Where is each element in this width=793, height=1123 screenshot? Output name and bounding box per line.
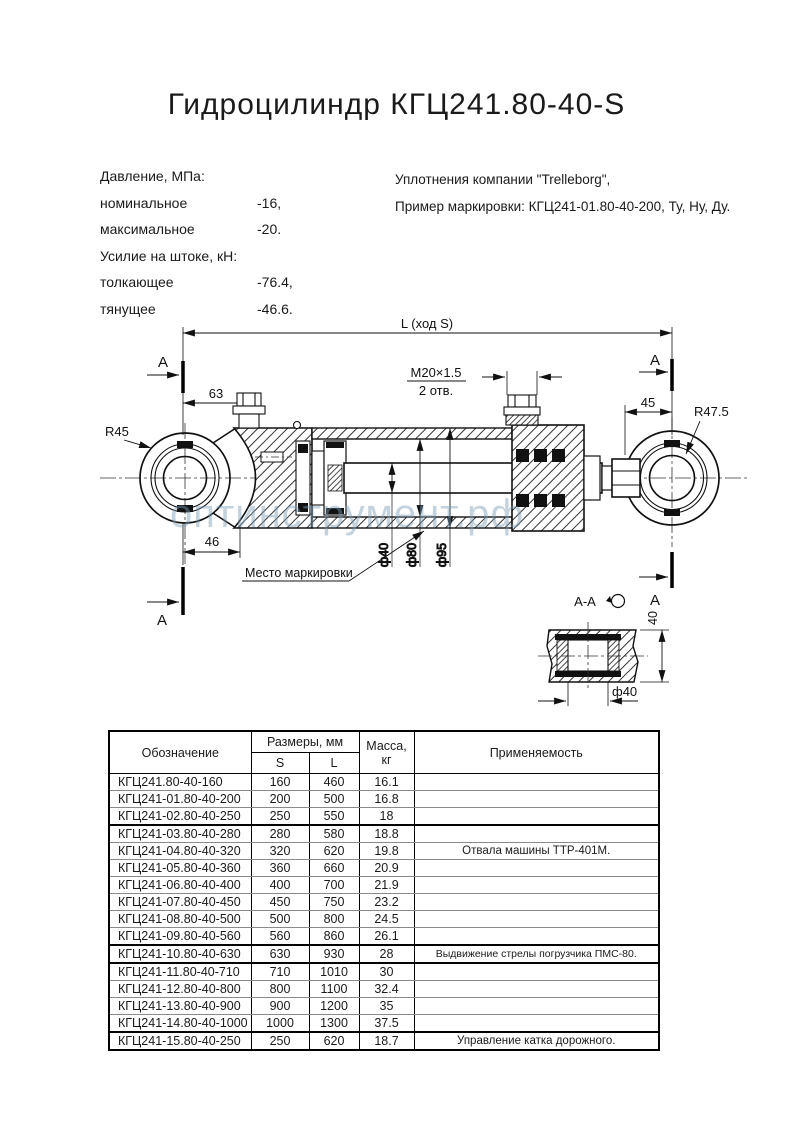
cell-designation: КГЦ241-08.80-40-500 — [109, 911, 251, 928]
spec-pressure-header: Давление, МПа: — [100, 168, 205, 185]
spec-block — [100, 163, 400, 322]
cell-usage — [414, 998, 659, 1015]
cell-length-l: 1100 — [309, 981, 359, 998]
cell-usage — [414, 860, 659, 877]
cell-designation: КГЦ241-05.80-40-360 — [109, 860, 251, 877]
size-table-body — [109, 774, 659, 1051]
table-row — [109, 808, 659, 826]
cell-length-l: 1200 — [309, 998, 359, 1015]
cell-stroke-s: 160 — [251, 774, 309, 791]
cell-stroke-s: 250 — [251, 1032, 309, 1050]
cell-length-l: 500 — [309, 791, 359, 808]
technical-drawing — [0, 315, 793, 735]
size-table — [108, 730, 660, 1051]
col-dimensions: Размеры, мм — [251, 731, 359, 753]
table-row — [109, 981, 659, 998]
cell-stroke-s: 900 — [251, 998, 309, 1015]
cell-usage — [414, 894, 659, 911]
thread-holes-label: 2 отв. — [418, 383, 454, 398]
cell-usage — [414, 981, 659, 998]
dim-45-label: 45 — [640, 395, 656, 410]
cell-mass: 35 — [359, 998, 414, 1015]
spec-label: максимальное — [100, 221, 195, 238]
spec-label: тянущее — [100, 300, 156, 317]
spec-label: толкающее — [100, 274, 174, 291]
spec-value: -16, — [257, 194, 282, 211]
cell-mass: 32.4 — [359, 981, 414, 998]
cell-length-l: 700 — [309, 877, 359, 894]
port-fitting-left — [233, 393, 265, 428]
cell-stroke-s: 630 — [251, 945, 309, 963]
cell-designation: КГЦ241-15.80-40-250 — [109, 1032, 251, 1050]
cell-stroke-s: 710 — [251, 963, 309, 981]
spec-value: -46.6. — [257, 300, 293, 317]
cell-length-l: 1300 — [309, 1015, 359, 1033]
cell-stroke-s: 320 — [251, 843, 309, 860]
cell-length-l: 620 — [309, 1032, 359, 1050]
table-row — [109, 877, 659, 894]
cell-stroke-s: 400 — [251, 877, 309, 894]
cell-length-l: 930 — [309, 945, 359, 963]
table-row — [109, 928, 659, 946]
section-letter: A — [157, 354, 169, 371]
cell-mass: 18.8 — [359, 825, 414, 843]
note-seals: Уплотнения компании "Trelleborg", — [395, 172, 611, 187]
gland — [512, 425, 600, 531]
col-usage: Применяемость — [414, 731, 659, 774]
table-row — [109, 894, 659, 911]
cell-mass: 30 — [359, 963, 414, 981]
section-letter: A — [649, 592, 661, 609]
table-row — [109, 1015, 659, 1033]
section-marker-a-bottom-right — [639, 552, 672, 609]
cell-stroke-s: 250 — [251, 808, 309, 826]
cell-designation: КГЦ241-11.80-40-710 — [109, 963, 251, 981]
cell-mass: 28 — [359, 945, 414, 963]
cell-usage — [414, 774, 659, 791]
cell-designation: КГЦ241-07.80-40-450 — [109, 894, 251, 911]
cell-designation: КГЦ241-02.80-40-250 — [109, 808, 251, 826]
r475-label: R47.5 — [694, 404, 729, 419]
cell-stroke-s: 360 — [251, 860, 309, 877]
cell-designation: КГЦ241-04.80-40-320 — [109, 843, 251, 860]
cell-usage — [414, 928, 659, 946]
table-row — [109, 945, 659, 963]
diameter-dimensions — [377, 428, 450, 567]
spec-row — [100, 190, 400, 217]
cell-usage: Отвала машины ТТР-401М. — [414, 843, 659, 860]
spec-force-header: Усилие на штоке, кН: — [100, 247, 238, 264]
section-marker-a-bottom-left — [147, 567, 183, 629]
cell-mass: 26.1 — [359, 928, 414, 946]
spec-row — [100, 216, 400, 243]
piston — [312, 441, 346, 515]
section-dim-height: 40 — [646, 611, 660, 625]
cell-mass: 16.1 — [359, 774, 414, 791]
section-letter: A — [649, 352, 661, 369]
cell-length-l: 1010 — [309, 963, 359, 981]
cell-usage — [414, 825, 659, 843]
cell-usage: Выдвижение стрелы погрузчика ПМС-80. — [414, 945, 659, 963]
col-mass: Масса, кг — [359, 731, 414, 774]
cell-mass: 16.8 — [359, 791, 414, 808]
cell-usage — [414, 808, 659, 826]
cell-designation: КГЦ241-01.80-40-200 — [109, 791, 251, 808]
dim-63-label: 63 — [208, 386, 224, 401]
rotation-icon — [606, 595, 625, 608]
port-fitting-right — [504, 395, 540, 425]
table-row — [109, 825, 659, 843]
table-row — [109, 998, 659, 1015]
radius-left-label — [105, 424, 151, 448]
cell-mass: 23.2 — [359, 894, 414, 911]
cell-mass: 20.9 — [359, 860, 414, 877]
spec-row — [100, 269, 400, 296]
spec-value: -76.4, — [257, 274, 293, 291]
cell-stroke-s: 500 — [251, 911, 309, 928]
cell-mass: 19.8 — [359, 843, 414, 860]
cell-designation: КГЦ241-12.80-40-800 — [109, 981, 251, 998]
cell-designation: КГЦ241-10.80-40-630 — [109, 945, 251, 963]
dia-bore-label: ф80 — [405, 542, 419, 568]
cell-mass: 18.7 — [359, 1032, 414, 1050]
dimension-46 — [183, 523, 240, 565]
watermark: оптинструмент.рф — [170, 492, 525, 536]
marking-label: Место маркировки — [245, 566, 353, 580]
dia-rod-label: ф40 — [377, 542, 391, 568]
cell-stroke-s: 800 — [251, 981, 309, 998]
cell-mass: 21.9 — [359, 877, 414, 894]
table-row — [109, 843, 659, 860]
cell-usage — [414, 877, 659, 894]
cell-stroke-s: 200 — [251, 791, 309, 808]
cell-length-l: 860 — [309, 928, 359, 946]
table-row — [109, 791, 659, 808]
cell-designation: КГЦ241-09.80-40-560 — [109, 928, 251, 946]
table-row — [109, 911, 659, 928]
cell-mass: 37.5 — [359, 1015, 414, 1033]
col-s: S — [251, 753, 309, 774]
thread-callout — [407, 365, 562, 398]
page-title: Гидроцилиндр КГЦ241.80-40-S — [167, 88, 626, 121]
notes-block — [395, 166, 765, 220]
section-marker-a-top-right — [639, 352, 672, 391]
cell-mass: 24.5 — [359, 911, 414, 928]
thread-label: M20×1.5 — [410, 365, 462, 380]
cell-stroke-s: 280 — [251, 825, 309, 843]
r45-label: R45 — [105, 424, 129, 439]
section-dim-diameter: ф40 — [612, 684, 638, 699]
cell-mass: 18 — [359, 808, 414, 826]
cell-designation: КГЦ241-06.80-40-400 — [109, 877, 251, 894]
cell-length-l: 660 — [309, 860, 359, 877]
table-row — [109, 963, 659, 981]
size-table-header — [109, 731, 659, 774]
col-l: L — [309, 753, 359, 774]
dim-46-label: 46 — [204, 534, 220, 549]
table-row — [109, 774, 659, 791]
cell-length-l: 580 — [309, 825, 359, 843]
cell-designation: КГЦ241.80-40-160 — [109, 774, 251, 791]
table-row — [109, 1032, 659, 1050]
note-marking-example: Пример маркировки: КГЦ241-01.80-40-200, Ту, Ну, Ду. — [395, 199, 731, 214]
cell-length-l: 800 — [309, 911, 359, 928]
spec-label: номинальное — [100, 194, 188, 211]
marking-callout — [242, 531, 424, 581]
cell-usage — [414, 911, 659, 928]
section-letter: A — [156, 612, 168, 629]
cell-stroke-s: 1000 — [251, 1015, 309, 1033]
cell-length-l: 550 — [309, 808, 359, 826]
cell-usage: Управление катка дорожного. — [414, 1032, 659, 1050]
cell-designation: КГЦ241-14.80-40-1000 — [109, 1015, 251, 1033]
cell-designation: КГЦ241-03.80-40-280 — [109, 825, 251, 843]
section-marker-a-top-left — [147, 354, 183, 393]
cell-stroke-s: 560 — [251, 928, 309, 946]
cell-stroke-s: 450 — [251, 894, 309, 911]
spec-value: -20. — [257, 221, 282, 238]
cell-usage — [414, 1015, 659, 1033]
cell-usage — [414, 791, 659, 808]
cell-length-l: 620 — [309, 843, 359, 860]
cell-usage — [414, 963, 659, 981]
cell-length-l: 750 — [309, 894, 359, 911]
section-view-aa — [538, 594, 669, 706]
cell-designation: КГЦ241-13.80-40-900 — [109, 998, 251, 1015]
section-aa-label: А-А — [574, 594, 596, 609]
dim-total-label: L (ход S) — [400, 316, 454, 331]
col-designation: Обозначение — [109, 731, 251, 774]
table-row — [109, 860, 659, 877]
dia-outer-label: ф95 — [435, 542, 449, 568]
cell-length-l: 460 — [309, 774, 359, 791]
